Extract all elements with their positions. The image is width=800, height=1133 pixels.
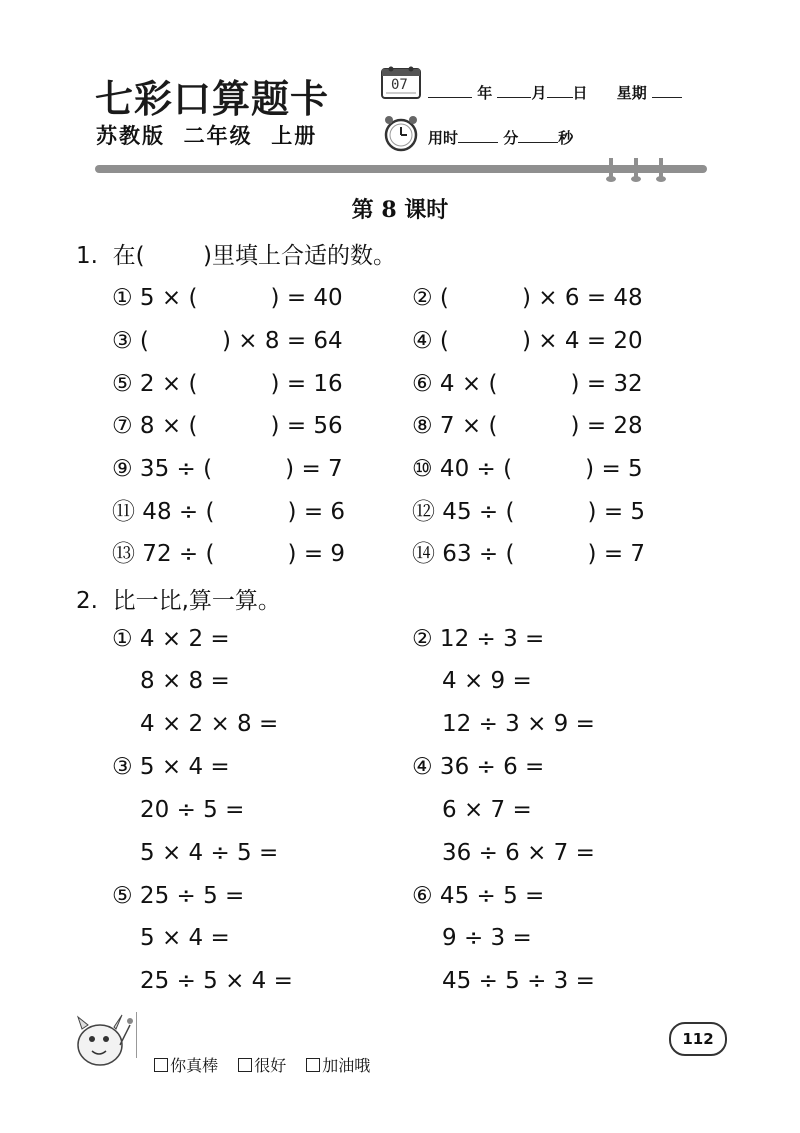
minutes-blank[interactable]	[458, 128, 498, 143]
problem-item: 4 × 2 × 8 =	[140, 711, 279, 737]
seconds-blank[interactable]	[518, 128, 558, 143]
month-label: 月	[531, 84, 547, 102]
section2-title: 2. 比一比,算一算。	[76, 588, 281, 614]
edition-subtitle: 苏教版 二年级 上册	[96, 124, 318, 148]
problem-item: 20 ÷ 5 =	[140, 797, 245, 823]
problem-item: ⑦ 8 × ( ) = 56	[112, 413, 343, 439]
problem-item: 6 × 7 =	[442, 797, 532, 823]
problem-item: ⑬ 72 ÷ ( ) = 9	[112, 541, 346, 567]
problem-item: 9 ÷ 3 =	[442, 925, 532, 951]
time-used-label: 用时	[428, 129, 459, 147]
problem-item: ⑤ 25 ÷ 5 =	[112, 883, 245, 909]
problem-item: 36 ÷ 6 × 7 =	[442, 840, 595, 866]
problem-item: ④ 36 ÷ 6 =	[412, 754, 545, 780]
minutes-label: 分	[503, 129, 519, 147]
rating-label: 加油哦	[322, 1056, 371, 1075]
problem-item: ⑤ 2 × ( ) = 16	[112, 371, 343, 397]
problem-item: 25 ÷ 5 × 4 =	[140, 968, 293, 994]
weekday-label: 星期	[616, 84, 647, 102]
divider-peg	[634, 158, 638, 178]
problem-item: ⑨ 35 ÷ ( ) = 7	[112, 456, 343, 482]
problem-item: ⑧ 7 × ( ) = 28	[412, 413, 643, 439]
problem-item: 12 ÷ 3 × 9 =	[442, 711, 595, 737]
section1-title: 1. 在( )里填上合适的数。	[76, 243, 397, 269]
problem-item: ② ( ) × 6 = 48	[412, 285, 643, 311]
problem-item: ① 4 × 2 =	[112, 626, 230, 652]
problem-item: ③ ( ) × 8 = 64	[112, 328, 343, 354]
calendar-day: 07	[391, 77, 408, 93]
problem-item: ⑫ 45 ÷ ( ) = 5	[412, 499, 646, 525]
alarm-clock-icon	[382, 114, 420, 152]
problem-item: 5 × 4 =	[140, 925, 230, 951]
divider-peg	[609, 158, 613, 178]
problem-item: ④ ( ) × 4 = 20	[412, 328, 643, 354]
problem-item: 8 × 8 =	[140, 668, 230, 694]
mascot-illustration	[68, 1005, 138, 1071]
year-blank[interactable]	[428, 83, 472, 98]
problem-item: ⑥ 4 × ( ) = 32	[412, 371, 643, 397]
day-blank[interactable]	[547, 83, 573, 98]
divider-peg	[659, 158, 663, 178]
problem-item: ⑥ 45 ÷ 5 =	[412, 883, 545, 909]
seconds-label: 秒	[558, 129, 574, 147]
problem-item: ⑪ 48 ÷ ( ) = 6	[112, 499, 346, 525]
header-divider	[95, 165, 707, 173]
brand-title: 七彩口算题卡	[95, 76, 330, 121]
rating-label: 你真棒	[170, 1056, 219, 1075]
weekday-blank[interactable]	[652, 83, 682, 98]
self-rating	[144, 1034, 370, 1076]
rating-label: 很好	[254, 1056, 287, 1075]
time-line	[428, 127, 573, 148]
footer-separator	[136, 1012, 137, 1058]
page-number: 112	[669, 1022, 727, 1056]
problem-item: ⑭ 63 ÷ ( ) = 7	[412, 541, 646, 567]
month-blank[interactable]	[497, 83, 531, 98]
rating-checkbox[interactable]	[154, 1058, 168, 1072]
problem-item: 4 × 9 =	[442, 668, 532, 694]
problem-item: ① 5 × ( ) = 40	[112, 285, 343, 311]
year-label: 年	[477, 84, 493, 102]
rating-checkbox[interactable]	[306, 1058, 320, 1072]
rating-checkbox[interactable]	[238, 1058, 252, 1072]
date-line	[428, 82, 682, 103]
problem-item: ③ 5 × 4 =	[112, 754, 230, 780]
problem-item: 45 ÷ 5 ÷ 3 =	[442, 968, 595, 994]
problem-item: ② 12 ÷ 3 =	[412, 626, 545, 652]
problem-item: 5 × 4 ÷ 5 =	[140, 840, 279, 866]
day-label: 日	[572, 84, 588, 102]
problem-item: ⑩ 40 ÷ ( ) = 5	[412, 456, 643, 482]
lesson-title: 第 8 课时	[351, 197, 449, 223]
